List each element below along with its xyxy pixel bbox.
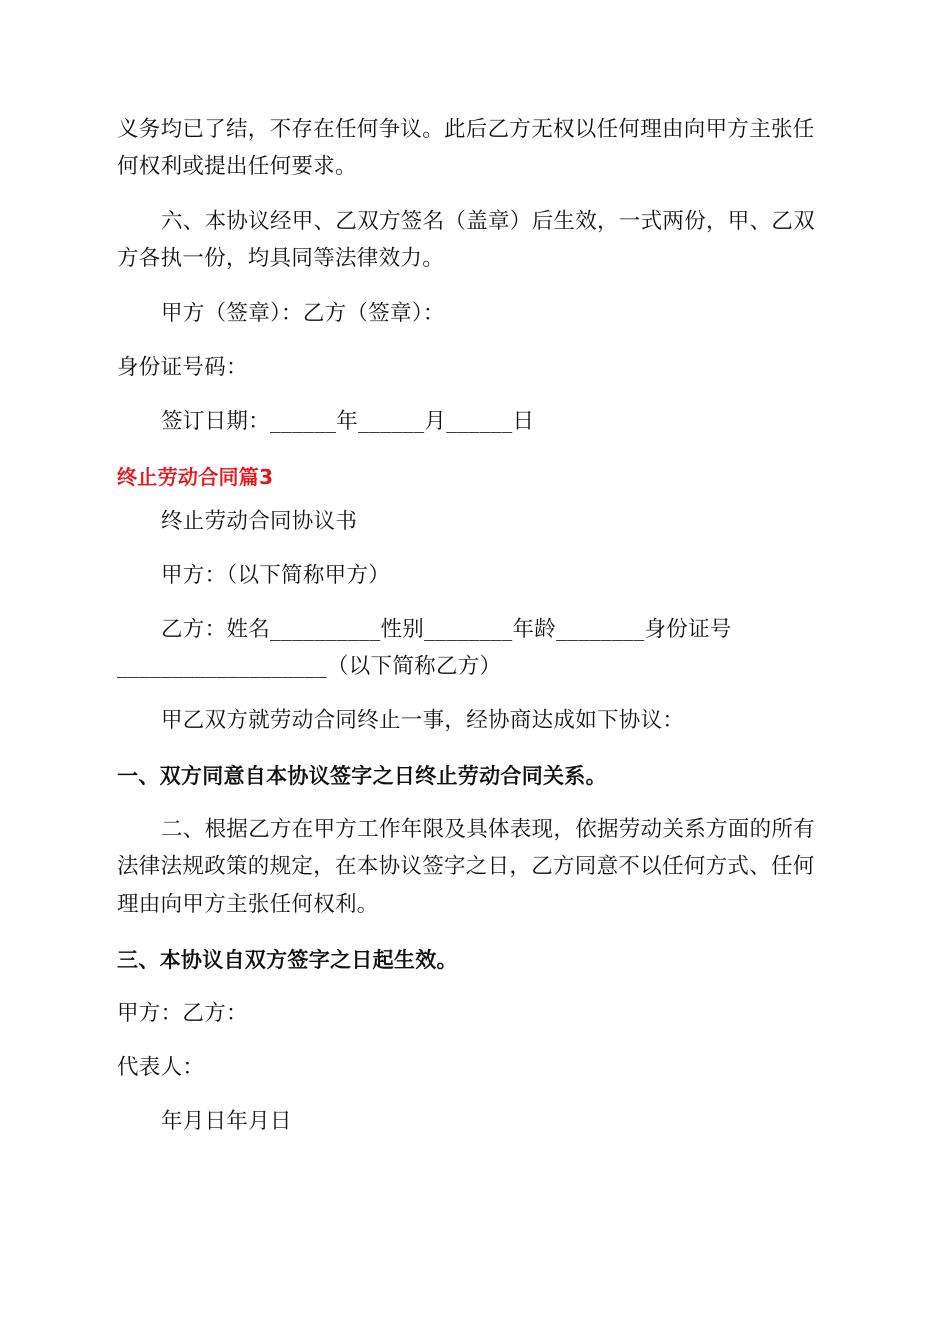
section2-tail-line2: 何权利或提出任何要求。 xyxy=(117,154,357,179)
party-b-line1: 乙方：姓名__________性别________年龄________身份证号 xyxy=(161,617,732,642)
sign-date: 签订日期：______年______月______日 xyxy=(161,409,535,434)
item2-line2: 法律法规政策的规定，在本协议签字之日，乙方同意不以任何方式、任何 xyxy=(117,854,815,879)
representative-label: 代表人： xyxy=(117,1055,205,1080)
final-parties: 甲方：乙方： xyxy=(117,1001,248,1026)
section2-tail-line1: 义务均已了结，不存在任何争议。此后乙方无权以任何理由向甲方主张任 xyxy=(117,117,815,142)
final-date: 年月日年月日 xyxy=(161,1109,292,1134)
party-b-line2: ___________________（以下简称乙方） xyxy=(117,654,502,679)
item1-text: 一、双方同意自本协议签字之日终止劳动合同关系。 xyxy=(117,764,607,788)
section-heading: 终止劳动合同篇3 xyxy=(117,465,274,489)
clause6-line2: 方各执一份，均具同等法律效力。 xyxy=(117,246,445,271)
item3-text: 三、本协议自双方签字之日起生效。 xyxy=(117,948,458,972)
id-number-label: 身份证号码： xyxy=(117,355,248,380)
intro-text: 甲乙双方就劳动合同终止一事，经协商达成如下协议： xyxy=(161,708,685,733)
sign-parties: 甲方（签章）：乙方（签章）： xyxy=(161,301,445,326)
item2-line3: 理由向甲方主张任何权利。 xyxy=(117,892,379,917)
party-a-line: 甲方：（以下简称甲方） xyxy=(161,563,391,588)
clause6-line1: 六、本协议经甲、乙双方签名（盖章）后生效，一式两份，甲、乙双 xyxy=(161,209,816,234)
item2-line1: 二、根据乙方在甲方工作年限及具体表现，依据劳动关系方面的所有 xyxy=(161,817,816,842)
agreement-title: 终止劳动合同协议书 xyxy=(161,509,358,534)
